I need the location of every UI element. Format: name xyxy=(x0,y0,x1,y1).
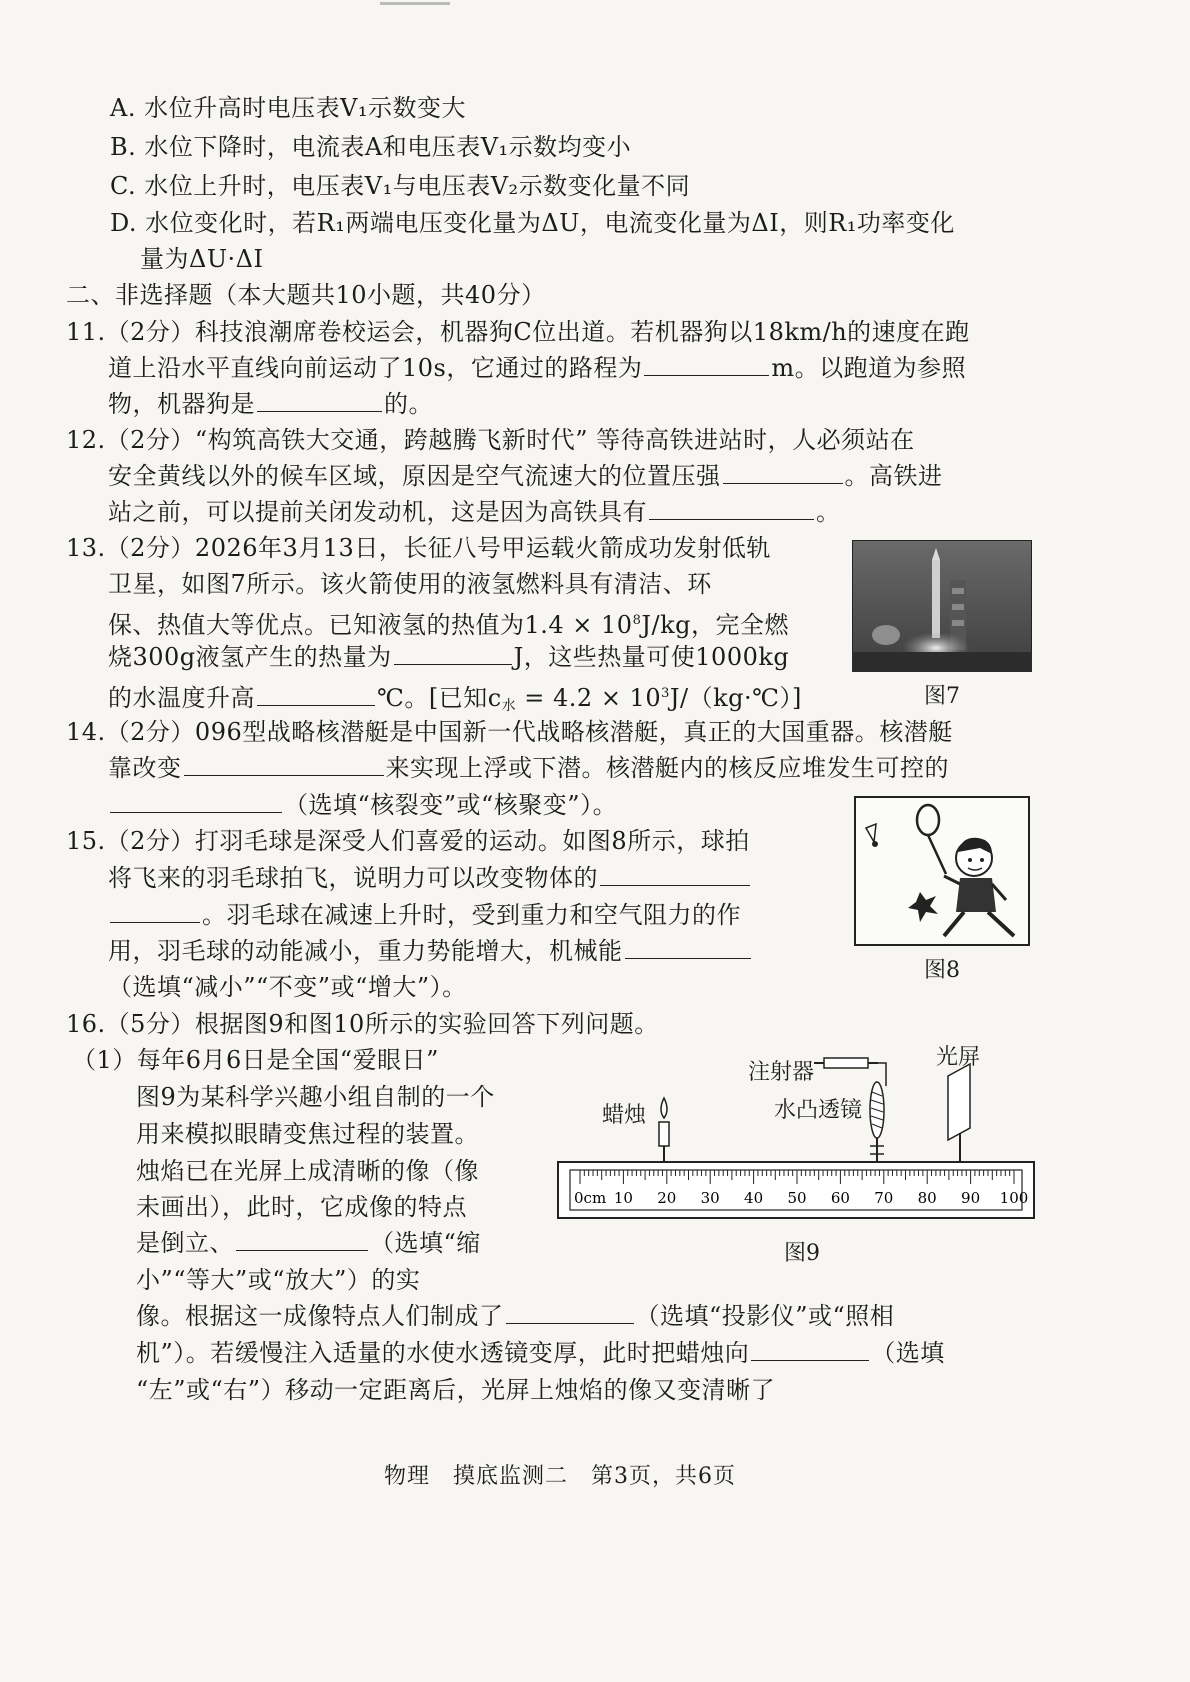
candle-label: 蜡烛 xyxy=(602,1103,647,1128)
syringe-label: 注射器 xyxy=(748,1060,815,1085)
q16-p7: 小”“等大”或“放大”）的实 xyxy=(136,1266,421,1294)
page-footer: 物理 摸底监测二 第3页，共6页 xyxy=(384,1464,736,1489)
screen-label: 光屏 xyxy=(936,1045,981,1070)
ruler-tick-label: 50 xyxy=(787,1189,807,1207)
badminton-figure xyxy=(854,796,1030,946)
section-heading: 二、非选择题（本大题共10小题，共40分） xyxy=(66,281,546,309)
q15-text: 。羽毛球在减速上升时，受到重力和空气阻力的作 xyxy=(202,901,741,929)
q16-text: （选填“投影仪”或“照相 xyxy=(635,1302,895,1330)
q15-text: 用，羽毛球的动能减小，重力势能增大，机械能 xyxy=(108,937,623,965)
q12-text: 站之前，可以提前关闭发动机，这是因为高铁具有 xyxy=(108,498,647,526)
q13-text: 的水温度升高 xyxy=(108,684,255,712)
q11-line2 xyxy=(108,352,966,384)
q16-blank-size[interactable] xyxy=(236,1228,368,1251)
q14-blank-method[interactable] xyxy=(184,753,384,776)
q13-text: J，这些热量可使1000kg xyxy=(513,643,790,671)
q13-text: J/kg，完全燃 xyxy=(641,611,789,639)
q14-text: 来实现上浮或下潜。核潜艇内的核反应堆发生可控的 xyxy=(385,754,949,782)
q15-blank-state-cont[interactable] xyxy=(110,900,200,923)
fig9-caption: 图9 xyxy=(784,1241,820,1266)
q13-text: 保、热值大等优点。已知液氢的热值为1.4 × 10 xyxy=(108,611,633,639)
scan-mark xyxy=(380,2,450,5)
q11-blank-motion[interactable] xyxy=(257,389,382,412)
q13-subscript: 水 xyxy=(501,698,517,714)
q13-line1: 13.（2分）2026年3月13日，长征八号甲运载火箭成功发射低轨 xyxy=(66,534,771,562)
q16-p1: （1）每年6月6日是全国“爱眼日” xyxy=(72,1046,439,1074)
q13-text: 烧300g液氢产生的热量为 xyxy=(108,643,392,671)
q16-p4: 烛焰已在光屏上成清晰的像（像 xyxy=(136,1157,479,1185)
q11-text: m。以跑道为参照 xyxy=(771,354,967,382)
q11-blank-distance[interactable] xyxy=(644,353,769,376)
ruler-tick-label: 70 xyxy=(874,1189,894,1207)
q12-line1: 12.（2分）“构筑高铁大交通，跨越腾飞新时代” 等待高铁进站时，人必须站在 xyxy=(66,426,915,454)
q12-blank-pressure[interactable] xyxy=(723,461,843,484)
option-b: B. 水位下降时，电流表A和电压表V₁示数均变小 xyxy=(110,133,632,161)
q16-p2: 图9为某科学兴趣小组自制的一个 xyxy=(136,1083,495,1111)
fig8-caption: 图8 xyxy=(924,958,960,983)
q16-p8 xyxy=(136,1300,894,1332)
q14-line3 xyxy=(108,789,617,821)
q15-blank-state[interactable] xyxy=(600,863,750,886)
ruler-tick-label: 80 xyxy=(917,1189,937,1207)
ruler-tick-label: 30 xyxy=(700,1189,720,1207)
q13-line3 xyxy=(108,605,789,641)
q13-text: ℃。[已知c xyxy=(377,684,502,712)
q13-blank-heat[interactable] xyxy=(394,642,512,665)
lens-label: 水凸透镜 xyxy=(774,1098,863,1123)
q12-line3 xyxy=(108,496,841,528)
optical-bench-figure xyxy=(556,1050,1036,1225)
rocket-launch-photo xyxy=(852,540,1032,672)
q15-line5: （选填“减小”“不变”或“增大”）。 xyxy=(108,973,467,1001)
q11-text: 道上沿水平直线向前运动了10s，它通过的路程为 xyxy=(108,354,643,382)
q16-blank-device[interactable] xyxy=(506,1301,634,1324)
ruler-tick-label: 20 xyxy=(657,1189,677,1207)
q16-p5: 未画出），此时，它成像的特点 xyxy=(136,1193,467,1221)
q14-line1: 14.（2分）096型战略核潜艇是中国新一代战略核潜艇，真正的大国重器。核潜艇 xyxy=(66,718,953,746)
q11-line3 xyxy=(108,388,433,420)
q12-text: 。 xyxy=(816,498,841,526)
q12-text: 安全黄线以外的候车区域，原因是空气流速大的位置压强 xyxy=(108,462,721,490)
option-d-cont: 量为ΔU·ΔI xyxy=(140,245,264,273)
fig7-caption: 图7 xyxy=(924,684,960,709)
q13-line4 xyxy=(108,641,789,673)
q15-line4 xyxy=(108,935,753,967)
q12-text: 。高铁进 xyxy=(844,462,943,490)
q16-line1: 16.（5分）根据图9和图10所示的实验回答下列问题。 xyxy=(66,1010,659,1038)
q16-blank-direction[interactable] xyxy=(751,1338,869,1361)
q16-text: （选填“缩 xyxy=(370,1229,481,1257)
q11-text: 物，机器狗是 xyxy=(108,390,255,418)
q16-text: （选填 xyxy=(871,1339,945,1367)
ruler-tick-label: 10 xyxy=(613,1189,633,1207)
q12-blank-inertia[interactable] xyxy=(649,497,814,520)
q15-line3 xyxy=(108,899,741,931)
q16-p3: 用来模拟眼睛变焦过程的装置。 xyxy=(136,1120,479,1148)
q13-text: = 4.2 × 10 xyxy=(516,684,662,712)
ruler-tick-label: 100 xyxy=(999,1189,1029,1207)
ruler-tick-label: 60 xyxy=(830,1189,850,1207)
q16-text: 像。根据这一成像特点人们制成了 xyxy=(136,1302,504,1330)
option-c: C. 水位上升时，电压表V₁与电压表V₂示数变化量不同 xyxy=(110,172,691,200)
q14-text: 靠改变 xyxy=(108,754,182,782)
q16-text: 机”）。若缓慢注入适量的水使水透镜变厚，此时把蜡烛向 xyxy=(136,1339,750,1367)
q15-text: 将飞来的羽毛球拍飞，说明力可以改变物体的 xyxy=(108,864,598,892)
q14-blank-reaction[interactable] xyxy=(110,790,282,813)
q13-exponent: 3 xyxy=(661,686,670,701)
ruler-tick-label: 90 xyxy=(961,1189,981,1207)
q16-p10: “左”或“右”）移动一定距离后，光屏上烛焰的像又变清晰了 xyxy=(136,1376,776,1404)
q13-exponent: 8 xyxy=(632,613,642,628)
ruler-tick-label: 40 xyxy=(744,1189,764,1207)
option-d: D. 水位变化时，若R₁两端电压变化量为ΔU，电流变化量为ΔI，则R₁功率变化 xyxy=(110,209,955,237)
q11-line1: 11.（2分）科技浪潮席卷校运会，机器狗C位出道。若机器狗以18km/h的速度在跑 xyxy=(66,318,970,346)
q16-text: 是倒立、 xyxy=(136,1229,234,1257)
q12-line2 xyxy=(108,460,943,492)
q15-line1: 15.（2分）打羽毛球是深受人们喜爱的运动。如图8所示，球拍 xyxy=(66,827,750,855)
q15-blank-energy[interactable] xyxy=(625,936,751,959)
q16-p6 xyxy=(136,1227,481,1259)
q11-text: 的。 xyxy=(384,390,433,418)
q15-line2 xyxy=(108,862,752,894)
q13-text: J/（kg·℃）] xyxy=(669,684,802,712)
q13-line2: 卫星，如图7所示。该火箭使用的液氢燃料具有清洁、环 xyxy=(108,570,712,598)
q14-line2 xyxy=(108,752,949,784)
option-a: A. 水位升高时电压表V₁示数变大 xyxy=(110,94,467,122)
ruler-tick-label: 0cm xyxy=(574,1189,607,1207)
q14-text: （选填“核裂变”或“核聚变”）。 xyxy=(284,791,618,819)
q16-p9 xyxy=(136,1337,945,1369)
q13-blank-temp[interactable] xyxy=(257,683,375,706)
